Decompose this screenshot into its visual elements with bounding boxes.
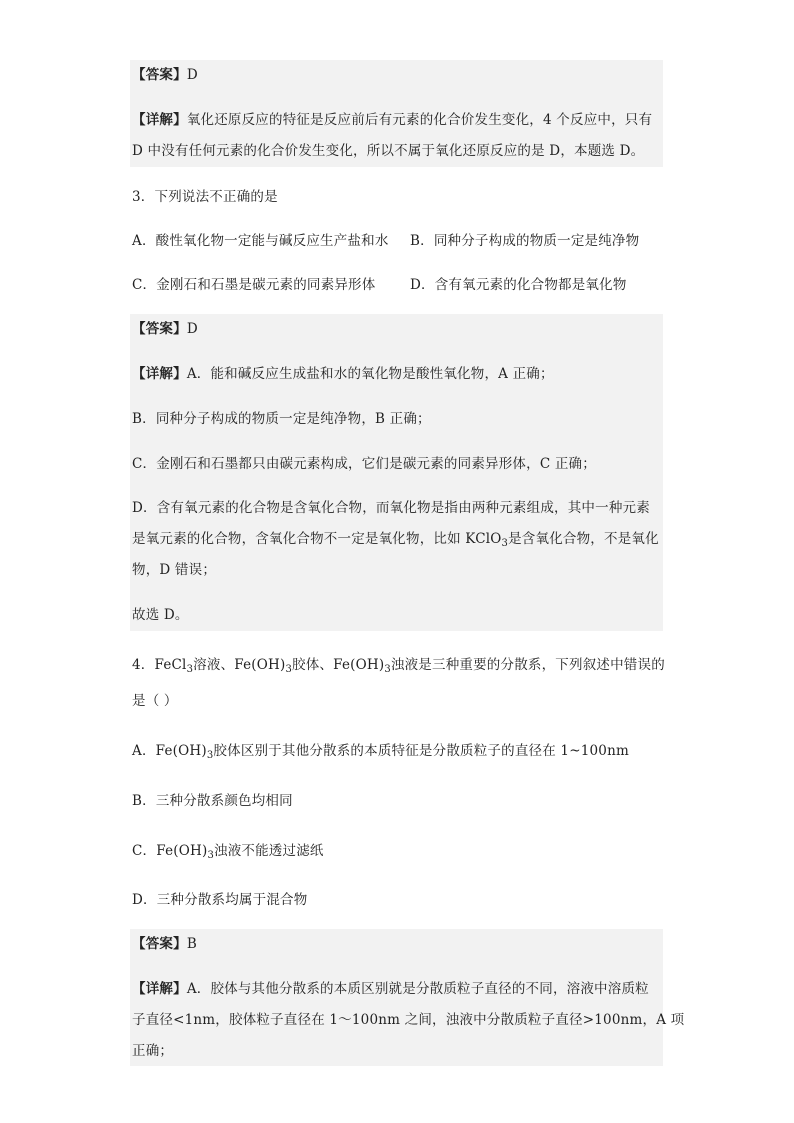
answer-tag: 【答案】 [132,936,187,952]
detail-tag: 【详解】 [132,112,187,128]
q3-stem: 3．下列说法不正确的是 [132,189,278,205]
detail-tag: 【详解】 [132,981,187,997]
subscript: 3 [285,664,293,675]
answer-tag: 【答案】 [132,67,187,83]
q4-option-d: D．三种分散系均属于混合物 [132,892,308,908]
q3-detail-b: B．同种分子构成的物质一定是纯净物，B 正确； [132,411,431,427]
q3-detail-c: C．金刚石和石墨都只由碳元素构成，它们是碳元素的同素异形体，C 正确； [132,456,596,472]
q3-detail-d3: 物，D 错误； [132,562,217,578]
q3-answer-block [130,314,663,631]
q4-stem-line-1 [132,656,665,679]
q4-option-a [132,742,629,765]
stem-text: 浊液是三种重要的分散系，下列叙述中错误的 [390,657,665,673]
detail-text: 是含氧化合物，不是氧化 [508,531,659,547]
q3-option-a: A．酸性氧化物一定能与碱反应生产盐和水 [132,233,389,249]
option-text: 浊液不能透过滤纸 [214,843,324,859]
q3-option-d: D．含有氧元素的化合物都是氧化物 [410,277,627,293]
detail-text: 氧化还原反应的特征是反应前后有元素的化合价发生变化，4 个反应中，只有 [186,112,653,128]
stem-text: 胶体、 [292,657,334,673]
option-letter: C． [132,843,157,859]
q3-option-c: C．金刚石和石墨是碳元素的同素异形体 [132,277,376,293]
q4-detail-line-2: 子直径<1nm，胶体粒子直径在 1～100nm 之间，浊液中分散质粒子直径>100nm，A 项 [132,1012,685,1028]
subscript: 3 [207,850,214,861]
subscript: 3 [186,664,194,675]
q3-detail-a [132,365,554,383]
option-letter: A． [132,743,156,759]
q4-detail-line-3: 正确； [132,1043,174,1059]
q4-option-c [132,842,324,865]
answer-value: D [186,321,198,337]
subscript: 3 [206,750,214,761]
q3-detail-d1: D．含有氧元素的化合物是含氧化合物，而氧化物是指由两种元素组成，其中一种元素 [132,500,650,516]
question-number: 4． [132,657,155,673]
q4-option-b: B．三种分散系颜色均相同 [132,793,293,809]
option-text: 胶体区别于其他分散系的本质特征是分散质粒子的直径在 1~100nm [213,743,629,759]
stem-text: 溶液、 [193,657,235,673]
q3-conclusion: 故选 D。 [132,607,189,623]
q3-option-b: B．同种分子构成的物质一定是纯净物 [410,233,640,249]
subscript: 3 [384,664,391,675]
q4-detail-line-1 [132,980,649,998]
detail-tag: 【详解】 [132,366,187,382]
q2-answer-block [130,60,663,167]
q2-detail-line-2: D 中没有任何元素的化合价发生变化，所以不属于氧化还原反应的是 D，本题选 D。 [132,143,645,159]
formula: Fe(OH) [234,657,286,673]
q4-answer-block [130,929,685,1066]
answer-tag: 【答案】 [132,321,187,337]
q3-detail-d2 [132,530,659,553]
detail-text: A．胶体与其他分散系的本质区别就是分散质粒子直径的不同，溶液中溶质粒 [186,981,649,997]
q4-answer-line [132,935,197,953]
q2-detail-line-1 [132,111,652,129]
q3-answer-line [132,320,198,338]
q2-answer-line [132,66,198,84]
answer-value: B [186,936,197,952]
detail-text: 是氧元素的化合物，含氧化合物不一定是氧化物，比如 KClO [132,531,502,547]
q4-stem-line-2: 是（ ） [132,693,178,709]
formula: Fe(OH) [156,843,208,859]
detail-text: A．能和碱反应生成盐和水的氧化物是酸性氧化物，A 正确； [186,366,554,382]
formula: Fe(OH) [155,743,207,759]
formula: Fe(OH) [333,657,385,673]
answer-value: D [186,67,198,83]
subscript: 3 [501,538,509,549]
formula: FeCl [154,657,187,673]
